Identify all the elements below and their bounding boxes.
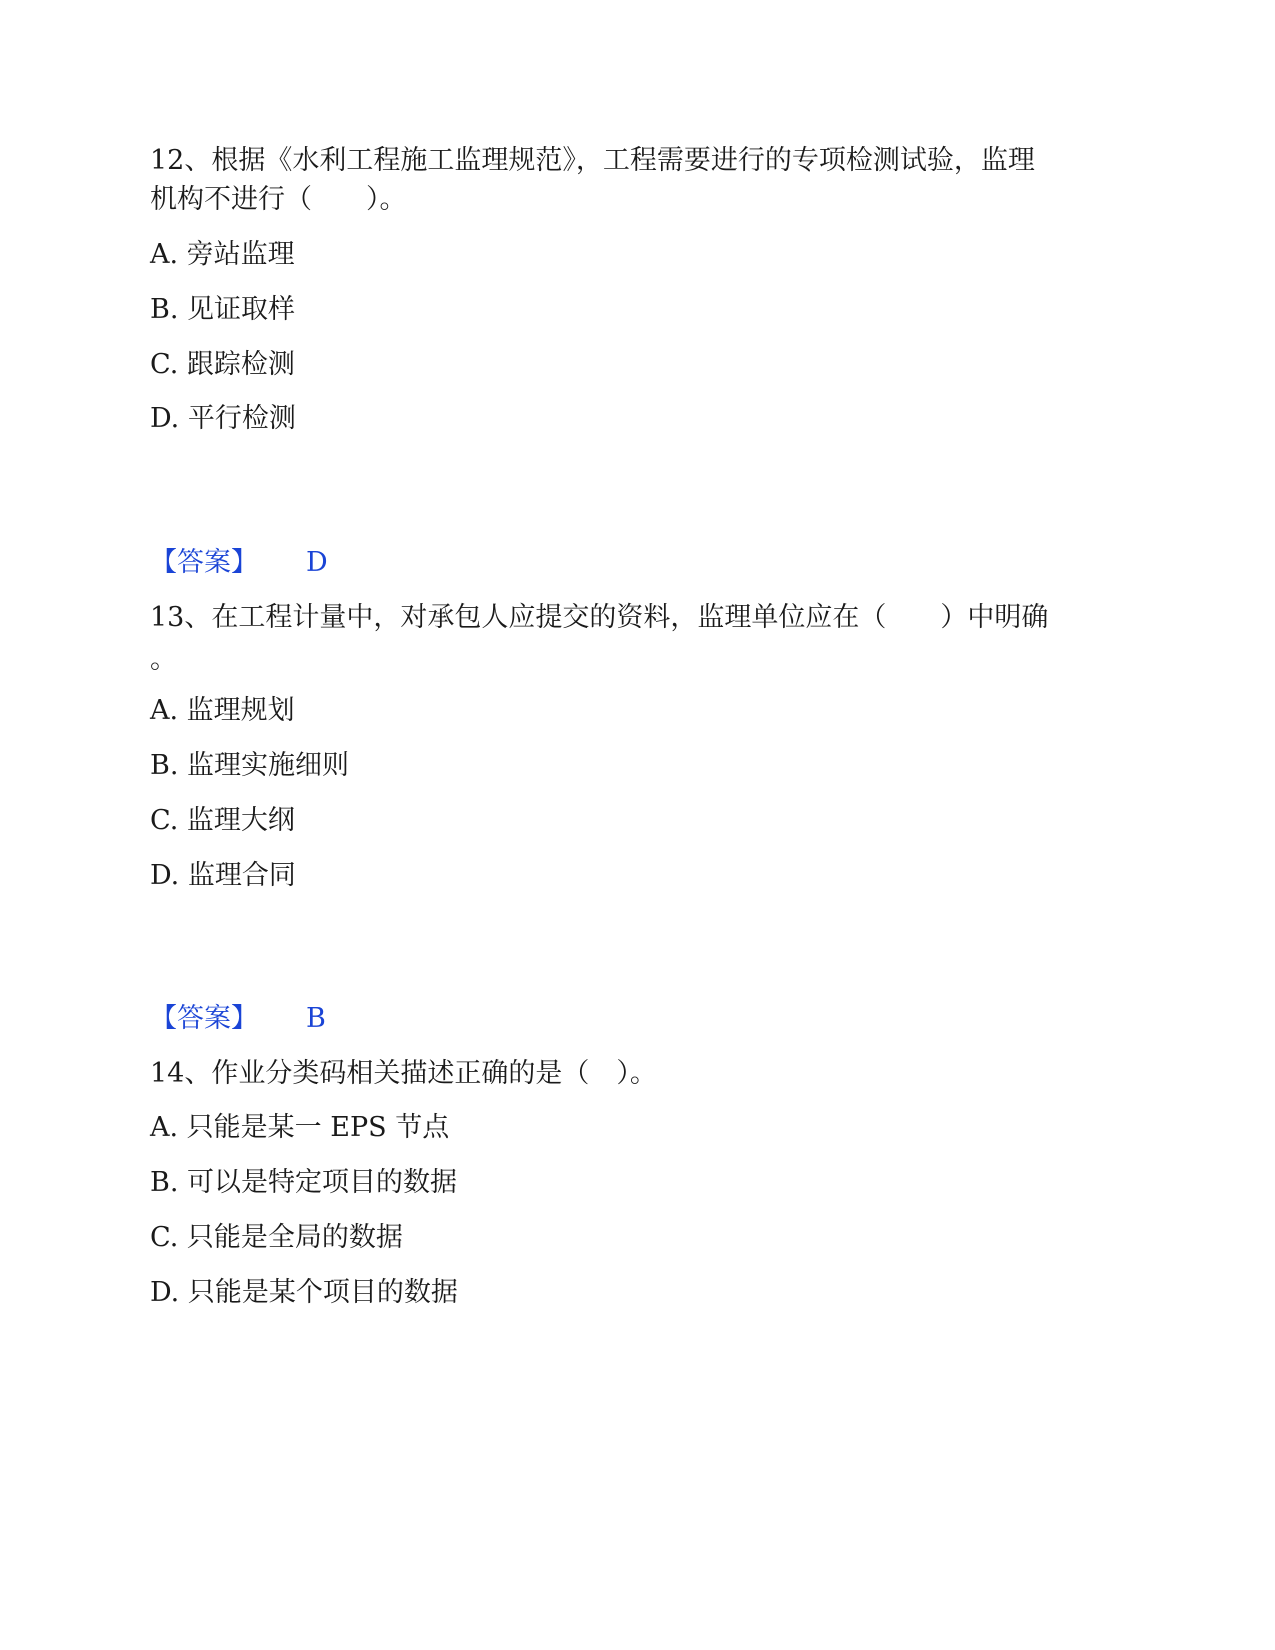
question-13-option-a: A. 监理规划 bbox=[150, 695, 295, 726]
question-13-stem-line-1: 13、在工程计量中，对承包人应提交的资料，监理单位应在（ ）中明确 bbox=[150, 602, 1049, 633]
question-12-option-a: A. 旁站监理 bbox=[150, 239, 295, 270]
question-14-option-c: C. 只能是全局的数据 bbox=[150, 1222, 403, 1253]
question-13-answer bbox=[150, 999, 326, 1039]
question-12-stem-line-2: 机构不进行（ ）。 bbox=[150, 184, 407, 215]
answer-value: B bbox=[306, 1003, 326, 1034]
question-12-stem-line-1: 12、根据《水利工程施工监理规范》，工程需要进行的专项检测试验，监理 bbox=[150, 145, 1035, 176]
question-12-option-c: C. 跟踪检测 bbox=[150, 349, 295, 380]
question-13-stem-line-2: 。 bbox=[150, 644, 177, 675]
question-12-option-b: B. 见证取样 bbox=[150, 294, 296, 325]
question-12-option-d: D. 平行检测 bbox=[150, 403, 296, 434]
answer-value: D bbox=[306, 547, 328, 578]
question-13-option-c: C. 监理大纲 bbox=[150, 805, 295, 836]
question-14-option-b: B. 可以是特定项目的数据 bbox=[150, 1167, 458, 1198]
answer-label: 【答案】 bbox=[150, 1003, 258, 1034]
answer-label: 【答案】 bbox=[150, 547, 258, 578]
question-14-option-a: A. 只能是某一 EPS 节点 bbox=[150, 1112, 450, 1143]
question-12-answer bbox=[150, 543, 328, 583]
question-14-stem: 14、作业分类码相关描述正确的是（ ）。 bbox=[150, 1058, 657, 1089]
question-13-option-b: B. 监理实施细则 bbox=[150, 750, 350, 781]
question-14-option-d: D. 只能是某个项目的数据 bbox=[150, 1277, 458, 1308]
question-13-option-d: D. 监理合同 bbox=[150, 860, 296, 891]
